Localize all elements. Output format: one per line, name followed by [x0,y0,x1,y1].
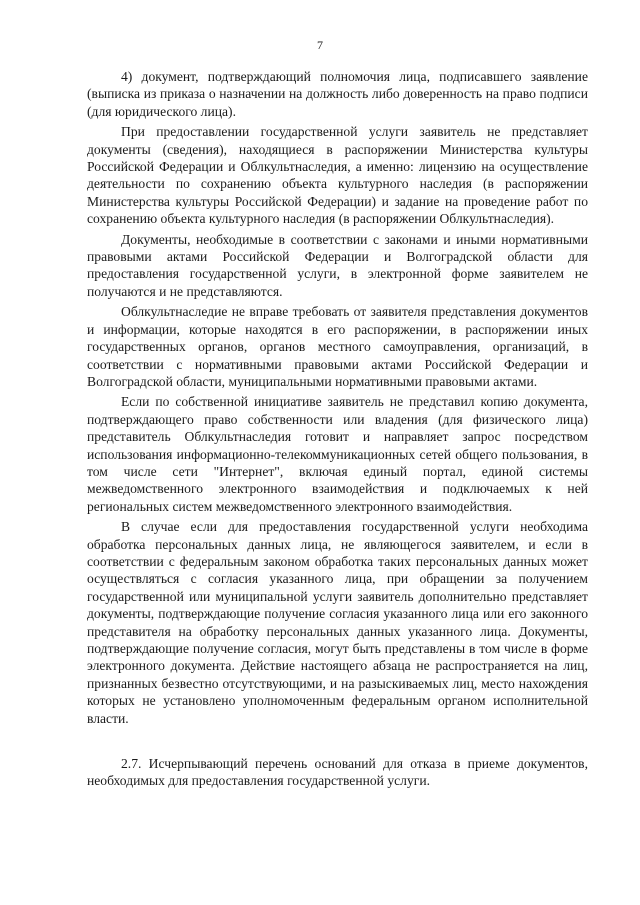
paragraph-personal-data: В случае если для предоставления государственной услуги необходима обработка персональных данных лица, не являющегося заявителем, и если в соответствии с федеральным законом обработка таких персональных данных может осуществляться с согласия указанного лица, при обращении за получением государственной или муниципальной услуги заявитель дополнительно представляет документы, подтверждающие получение согласия указанного лица или его законного представителя на обработку персональных данных указанного лица. Документы, подтверждающие получение согласия, могут быть представлены в том числе в форме электронного документа. Действие настоящего абзаца не распространяется на лиц, признанных безвестно отсутствующими, и на разыскиваемых лиц, место нахождения которых не установлено уполномоченным федеральным органом исполнительной власти. [87,519,588,726]
paragraph-item-4: 4) документ, подтверждающий полномочия лица, подписавшего заявление (выписка из приказа о назначении на должность либо доверенность на право подписи (для юридического лица). [87,69,588,119]
paragraph-interagency-request: Если по собственной инициативе заявитель не представил копию документа, подтверждающего право собственности или владения (для физического лица) представитель Облкультнаследия готовит и направляет запрос посредством использования информационно-телекоммуникационных сетей общего пользования, в том числе сети "Интернет", включая единый портал, единой системы межведомственного электронного взаимодействия и подключаемых к ней региональных систем межведомственного электронного взаимодействия. [87,394,588,514]
document-body [87,68,588,793]
page-number: 7 [317,38,323,52]
paragraph-electronic-form: Документы, необходимые в соответствии с законами и иными нормативными правовыми актами Российской Федерации и Волгоградской области для предоставления государственной услуги, в электронной форме заявителем не получаются и не представляются. [87,231,588,299]
section-2-7-heading: 2.7. Исчерпывающий перечень оснований для отказа в приеме документов, необходимых для предоставления государственной услуги. [87,756,588,789]
paragraph-documents-not-required: При предоставлении государственной услуги заявитель не представляет документы (сведения), находящиеся в распоряжении Министерства культуры Российской Федерации и Облкультнаследия, а именно: лицензию на осуществление деятельности по сохранению объекта культурного наследия (в распоряжении Министерства культуры Российской Федерации) и задание на проведение работ по сохранению объекта культурного наследия (в распоряжении Облкультнаследия). [87,124,588,227]
paragraph-no-request-right: Облкультнаследие не вправе требовать от заявителя представления документов и информации, которые находятся в его распоряжении, в распоряжении иных государственных органов, органов местного самоуправления, организаций, в соответствии с нормативными правовыми актами Российской Федерации и Волгоградской области, муниципальными нормативными правовыми актами. [87,304,588,389]
